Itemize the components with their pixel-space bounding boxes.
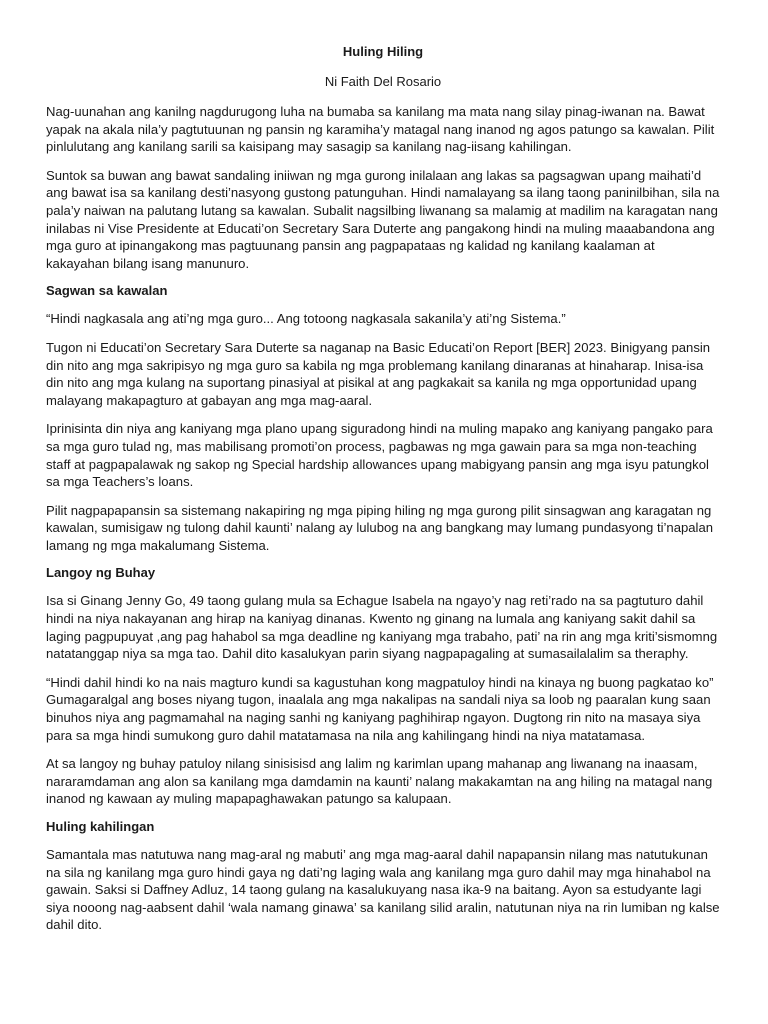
document-author: Ni Faith Del Rosario <box>324 74 442 89</box>
document-title: Huling Hiling <box>342 44 424 59</box>
section-heading-sagwan: Sagwan sa kawalan <box>46 283 168 299</box>
section1-paragraph-1: “Hindi nagkasala ang ati’ng mga guro... Ang totoong nagkasala sakanila’y ati’ng Sistema.” <box>46 311 566 327</box>
section1-paragraph-4: Pilit nagpapapansin sa sistemang nakapiring ng mga piping hiling ng mga gurong pilit sinsagwan ang karagatan ng kawalan, sumisigaw ng tulong dahil kaunti’ nalang ay lulubog na ang bangkang may lumang pundasyong ti’napalan lamang ng mga makalumang Sistema. <box>46 502 714 553</box>
section3-paragraph-1: Samantala mas natutuwa nang mag-aral ng mabuti’ ang mga mag-aaral dahil napapansin nilang mas natutukunan na sila ng kanilang mga guro hindi gaya ng dati’ng laging wala ang kanilang mga guro dahil may mga hinahabol na gawain. Saksi si Daffney Adluz, 14 taong gulang na kasalukuyang nasa ika-9 na baitang. Ayon sa estudyante lagi siya nooong nag-aabsent dahil ‘wala namang ginawa’ sa kanilang silid aralin, natutunan niya na rin lumiban ng kalse dahil dito. <box>46 847 720 933</box>
intro-paragraph-1: Nag-uunahan ang kanilng nagdurugong luha na bumaba sa kanilang ma mata nang silay pinag-iwanan na. Bawat yapak na akala nila’y pagtutuunan ng pansin ng karamiha’y matagal nang inanod ng agos patungo sa kawalan. Pilit pinlulutang ang kanilang sarili sa kaisipang may sasagip sa kanilang nag-iisang kahilingan. <box>46 104 715 155</box>
section2-paragraph-2: “Hindi dahil hindi ko na nais magturo kundi sa kagustuhan kong magpatuloy hindi na kinaya ng buong pagkatao ko” Gumagaralgal ang boses niyang tugon, inaalala ang mga nakalipas na sandali niya sa loob ng paaralan kung saan binuhos niya ang pagmamahal na naging sanhi ng kaniyang paghihirap ngayon. Dugtong rin nito na masaya siya para sa mga hindi sumukong guro dahil matatamasa na nila ang kahilingang hindi na niya matatamasa. <box>46 674 714 743</box>
section2-paragraph-1: Isa si Ginang Jenny Go, 49 taong gulang mula sa Echague Isabela na ngayo’y nag reti’rado na sa pagtuturo dahil hindi na niya nakayanan ang hirap na kaniyag dinanas. Kwento ng ginang na lumala ang kaniyang sakit dahil sa laging pagpupuyat ,ang pag hahabol sa mga deadline ng kaniyang mga trabaho, pati’ na rin ang mga kriti’sismomng natatanggap niya sa mga tao. Dahil dito kasalukyan parin siyang nagpapagaling at sumasailalalim sa theraphy. <box>46 593 718 662</box>
section1-paragraph-2: Tugon ni Educati’on Secretary Sara Duterte sa naganap na Basic Educati’on Report [BER] 2023. Binigyang pansin din nito ang mga sakripisyo ng mga guro sa kabila ng mga problemang kanilang dinaranas at hinaharap. Inisa-isa din nito ang mga kulang na suportang pinasiyal at pisikal at ang pagkakait sa kanila ng mga opportunidad upang malayang makapagturo at gabayan ang mga mag-aaral. <box>46 339 711 408</box>
section1-paragraph-3: Iprinisinta din niya ang kaniyang mga plano upang siguradong hindi na muling mapako ang kaniyang pangako para sa mga guro tulad ng, mas mabilisang promoti’on process, pagbawas ng mga gawain para sa mga non-teaching staff at pagpapalawak ng sakop ng Special hardship allowances upang mabigyang pansin ang mga isyu patungkol sa mga Teachers’s loans. <box>46 421 713 490</box>
intro-paragraph-2: Suntok sa buwan ang bawat sandaling iniiwan ng mga gurong inilalaan ang lakas sa pagsagwan upang maihati’d ang bawat isa sa kanilang desti’nasyong gustong patunguhan. Hindi namalayang sa ilang taong paninilbihan, sila na pala’y naiwan na palutang lutang sa kawalan. Subalit nagsilbing liwanang sa malamig at madilim na karagatan nang inilabas ni Vise Presidente at Educati’on Secretary Sara Duterte ang pangakong hindi na muling maaabandona ang mga guro at ipinangakong mas pagtuunang pansin ang pagpapataas ng kalidad ng kanilang kaalaman at kakayahan bilang isang manunuro. <box>46 167 720 271</box>
section2-paragraph-3: At sa langoy ng buhay patuloy nilang sinisisisd ang lalim ng karimlan upang mahanap ang liwanang na inaasam, nararamdaman ang alon sa kanilang mga damdamin na kaunti’ nalang makakamtan na ang hiling na matagal nang inanod ng kawaan ay muling mapapaghawakan patungo sa kalupaan. <box>46 756 713 807</box>
section-heading-langoy: Langoy ng Buhay <box>46 565 156 581</box>
section-heading-huling-kahilingan: Huling kahilingan <box>46 819 155 834</box>
